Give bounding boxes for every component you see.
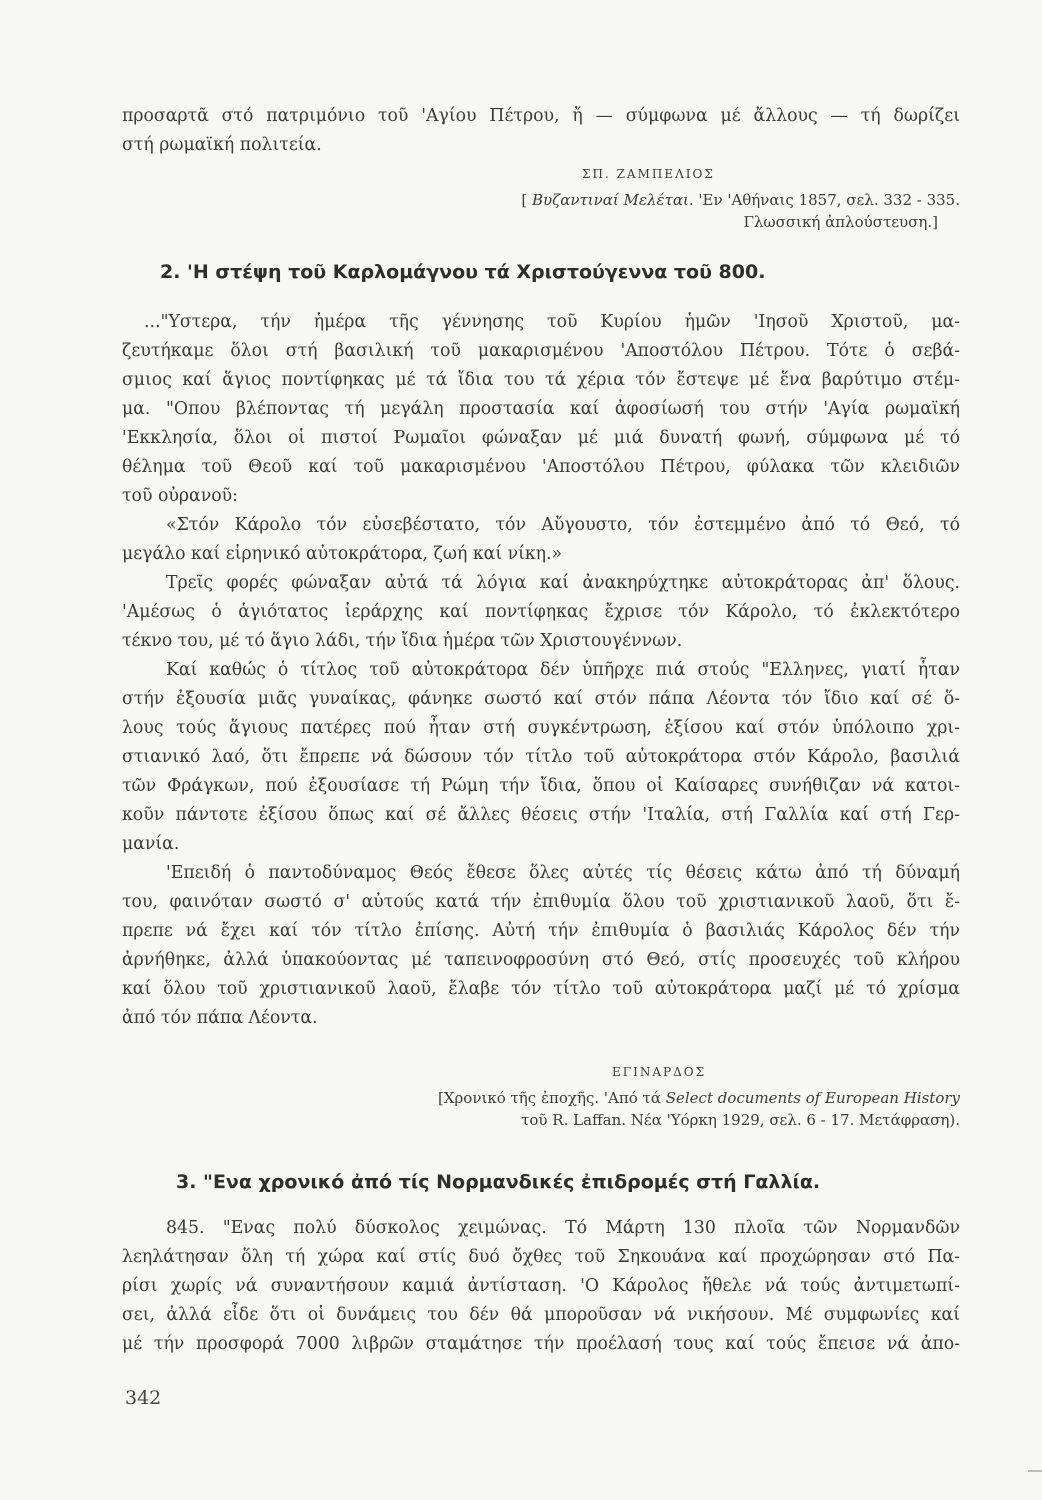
section-heading-3 xyxy=(176,1168,936,1197)
text-line: 'Αμέσως ὁ ἁγιότατος ἱεράρχης καί ποντίφηκας ἔχρισε τόν Κάρολο, τό ἐκλεκτότερο xyxy=(122,602,960,622)
text-line: ἀρνήθηκε, ἀλλά ὑπακούοντας μέ ταπεινοφροσύνη στό Θεό, στίς προσευχές τοῦ κλήρου xyxy=(122,950,960,970)
text-line: λεηλάτησαν ὅλη τή χώρα καί στίς δυό ὄχθες τοῦ Σηκουάνα καί προχώρησαν στό Πα- xyxy=(122,1247,960,1267)
text-line: στήν ἐξουσία μιᾶς γυναίκας, φάνηκε σωστό καί στόν πάπα Λέοντα τόν ἴδιο καί σέ ὅ- xyxy=(122,689,960,709)
text-line: τοῦ οὐρανοῦ: xyxy=(122,486,238,506)
text-line: 'Επειδή ὁ παντοδύναμος Θεός ἔθεσε ὅλες αὐτές τίς θέσεις κάτω ἀπό τή δύναμή xyxy=(166,863,960,883)
text-line: σμιος καί ἅγιος ποντίφηκας μέ τά ἴδια του τά χέρια τόν ἔστεψε μέ ἕνα βαρύτιμο στέμ- xyxy=(122,370,960,390)
text-line: τῶν Φράγκων, πού ἐξουσίασε τή Ρώμη τήν ἴδια, ὅπου οἱ Καίσαρες συνήθιζαν νά κατοι- xyxy=(122,776,960,796)
source-note: Γλωσσική ἀπλούστευση.] xyxy=(743,213,938,231)
section-2-body xyxy=(122,308,960,1033)
text-line: θέλημα τοῦ Θεοῦ καί τοῦ μακαρισμένου 'Αποστόλου Πέτρου, φύλακα τῶν κλειδιῶν xyxy=(122,457,960,477)
source-citation-1 xyxy=(122,160,960,233)
text-line: «Στόν Κάρολο τόν εὐσεβέστατο, τόν Αὔγουστο, τόν ἐστεμμένο ἀπό τό Θεό, τό xyxy=(166,515,960,535)
paragraph xyxy=(122,569,960,656)
paragraph xyxy=(122,859,960,1033)
text-line: τέκνο του, μέ τό ἅγιο λάδι, τήν ἴδια ἡμέρα τῶν Χριστουγέννων. xyxy=(122,631,683,651)
text-line: ..."Υστερα, τήν ἡμέρα τῆς γέννησης τοῦ Κυρίου ἡμῶν 'Ιησοῦ Χριστοῦ, μα- xyxy=(144,312,960,332)
text-line: Καί καθώς ὁ τίτλος τοῦ αὐτοκράτορα δέν ὑπῆρχε πιά στούς "Ελληνες, γιατί ἦταν xyxy=(166,660,960,680)
text-line: 'Εκκλησία, ὅλοι οἱ πιστοί Ρωμαῖοι φώναξαν μέ μιά δυνατή φωνή, σύμφωνα μέ τό xyxy=(122,428,960,448)
page-number: 342 xyxy=(125,1387,162,1409)
text-line: μα. "Οπου βλέποντας τή μεγάλη προστασία καί ἀφοσίωσή του στήν 'Αγία ρωμαϊκή xyxy=(122,399,960,419)
text-line: στιανικό λαό, ὅτι ἔπρεπε νά δώσουν τόν τίτλο τοῦ αὐτοκράτορα στόν Κάρολο, βασιλιά xyxy=(122,747,960,767)
text-line: ζευτήκαμε ὅλοι στή βασιλική τοῦ μακαρισμένου 'Αποστόλου Πέτρου. Τότε ὁ σεβά- xyxy=(122,341,960,361)
source-title: Βυζαντιναί Μελέται xyxy=(531,191,689,209)
text-line: ἀπό τόν πάπα Λέοντα. xyxy=(122,1008,318,1028)
scan-mark xyxy=(1028,1470,1042,1472)
section-3-body xyxy=(122,1214,960,1359)
text-line: προσαρτᾶ στό πατριμόνιο τοῦ 'Αγίου Πέτρου, ἤ — σύμφωνα μέ ἄλλους — τή δωρίζει xyxy=(122,106,960,126)
section-heading-2 xyxy=(160,258,940,287)
text-line: στή ρωμαϊκή πολιτεία. xyxy=(122,135,322,155)
source-author: ΕΓΙΝΑΡΔΟΣ xyxy=(612,1065,707,1079)
text-line: μεγάλο καί εἰρηνικό αὐτοκράτορα, ζωή καί νίκη.» xyxy=(122,544,563,564)
text-line: πρεπε νά ἔχει καί τόν τίτλο ἐπίσης. Αὐτή τήν ἐπιθυμία ὁ βασιλιάς Κάρολος δέν τήν xyxy=(122,921,960,941)
text-line: ρίσι χωρίς νά συναντήσουν καμιά ἀντίσταση. 'Ο Κάρολος ἤθελε νά τούς ἀντιμετωπί- xyxy=(122,1276,960,1296)
text-line: μέ τήν προσφορά 7000 λιβρῶν σταμάτησε τήν προέλασή τους καί τούς ἔπεισε νά ἀπο- xyxy=(122,1334,960,1354)
paragraph xyxy=(122,511,960,569)
source-title: Select documents of European History xyxy=(665,1089,960,1107)
text-line: κοῦν πάντοτε ἐξίσου ὅπως καί σέ ἄλλες θέσεις στήν 'Ιταλία, στή Γαλλία καί στή Γερ- xyxy=(122,805,960,825)
source-citation-2 xyxy=(122,1058,960,1131)
source-reference-line: [ Βυζαντιναί Μελέται. 'Εν 'Αθήναις 1857, σελ. 332 - 335. xyxy=(521,191,960,209)
source-reference-line xyxy=(122,1087,960,1109)
paragraph xyxy=(122,656,960,859)
text-line: του, φαινόταν σωστό σ' αὐτούς κατά τήν ἐπιθυμία ὅλου τοῦ χριστιανικοῦ λαοῦ, ὅτι ἔ- xyxy=(122,892,960,912)
source-reference-pre: [Χρονικό τῆς ἐποχῆς. 'Από τά xyxy=(437,1089,666,1107)
source-reference-rest: . 'Εν 'Αθήναις 1857, σελ. 332 - 335. xyxy=(688,191,960,209)
section-heading: 3. "Ενα χρονικό ἀπό τίς Νορμανδικές ἐπιδρομές στή Γαλλία. xyxy=(176,1171,821,1193)
text-line: καί ὅλου τοῦ χριστιανικοῦ λαοῦ, ἔλαβε τόν τίτλο τοῦ αὐτοκράτορα μαζί μέ τό χρίσμα xyxy=(122,979,960,999)
source-reference-line-2: τοῦ R. Laffan. Νέα 'Υόρκη 1929, σελ. 6 - 17. Μετάφραση). xyxy=(521,1111,960,1129)
text-line: σει, ἀλλά εἶδε ὅτι οἱ δυνάμεις του δέν θά μποροῦσαν νά νικήσουν. Μέ συμφωνίες καί xyxy=(122,1305,960,1325)
source-author: ΣΠ. ΖΑΜΠΕΛΙΟΣ xyxy=(582,167,715,181)
text-line: 845. "Ενας πολύ δύσκολος χειμώνας. Τό Μάρτη 130 πλοῖα τῶν Νορμανδῶν xyxy=(166,1218,960,1238)
text-line: Τρεῖς φορές φώναξαν αὐτά τά λόγια καί ἀνακηρύχτηκε αὐτοκράτορας ἀπ' ὅλους. xyxy=(166,573,960,593)
text-line: λους τούς ἅγιους πατέρες πού ἦταν στή συγκέντρωση, ἐξίσου καί στόν ὑπόλοιπο χρι- xyxy=(122,718,960,738)
section-heading: 2. 'Η στέψη τοῦ Καρλομάγνου τά Χριστούγεννα τοῦ 800. xyxy=(160,261,766,283)
top-paragraph xyxy=(122,102,960,160)
paragraph xyxy=(122,308,960,511)
text-line: μανία. xyxy=(122,834,180,854)
